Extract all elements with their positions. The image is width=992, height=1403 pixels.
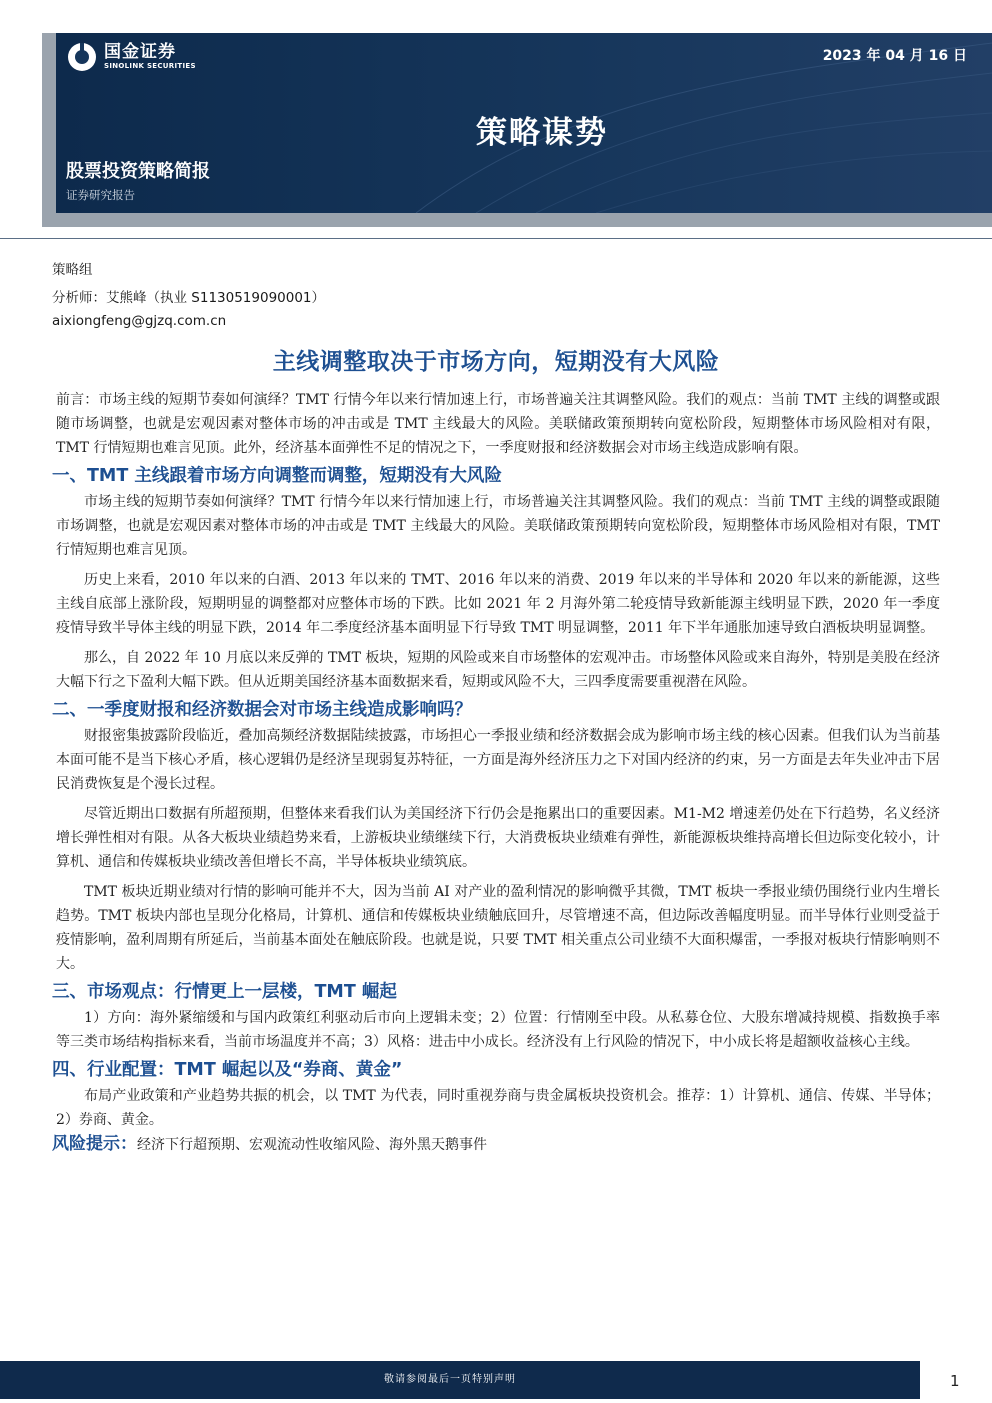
section-2-paragraph: 财报密集披露阶段临近，叠加高频经济数据陆续披露，市场担心一季报业绩和经济数据会成为影响市场主线的核心因素。但我们认为当前基本面可能不是当下核心矛盾，核心逻辑仍是经济呈现弱复苏特征，一方面是海外经济压力之下对国内经济的约束，另一方面是去年失业冲击下居民消费恢复是个漫长过程。 [56, 728, 940, 792]
risk-warning [52, 1132, 940, 1157]
header-divider [0, 238, 992, 239]
analyst-email[interactable]: aixiongfeng@gjzq.com.cn [52, 313, 227, 329]
section-2-paragraph: TMT 板块近期业绩对行情的影响可能并不大，因为当前 AI 对产业的盈利情况的影响微乎其微，TMT 板块一季报业绩仍围绕行业内生增长趋势。TMT 板块内部也呈现分化格局，计算机、通信和传媒板块业绩触底回升，尽管增速不高，但边际改善幅度明显。而半导体行业则受益于疫情影响，盈利周期有所延后，当前基本面处在触底阶段。也就是说，只要 TMT 相关重点公司业绩不大面积爆雷，一季报对板块行情影响则不大。 [56, 884, 940, 972]
section-3-paragraph: 1）方向：海外紧缩缓和与国内政策红利驱动后市向上逻辑未变；2）位置：行情刚至中段。从私募仓位、大股东增减持规模、指数换手率等三类市场结构指标来看，当前市场温度并不高；3）风格：进击中小成长。经济没有上行风险的情况下，中小成长将是超额收益核心主线。 [56, 1010, 940, 1050]
logo-name-en: SINOLINK SECURITIES [104, 62, 196, 70]
section-2-paragraph: 尽管近期出口数据有所超预期，但整体来看我们认为美国经济下行仍会是拖累出口的重要因素。M1-M2 增速差仍处在下行趋势，名义经济增长弹性相对有限。从各大板块业绩趋势来看，上游板块业绩继续下行，大消费板块业绩难有弹性，新能源板块维持高增长但边际变化较小，计算机、通信和传媒板块业绩改善但增长不高，半导体板块业绩筑底。 [56, 806, 940, 870]
section-1-paragraph: 那么，自 2022 年 10 月底以来反弹的 TMT 板块，短期的风险或来自市场整体的宏观冲击。市场整体风险或来自海外，特别是美股在经济大幅下行之下盈利大幅下跌。但从近期美国经济基本面数据来看，短期或风险不大，三四季度需要重视潜在风险。 [56, 650, 940, 690]
section-heading-4: 四、行业配置：TMT 崛起以及“券商、黄金” [52, 1060, 403, 1080]
section-4-paragraph: 布局产业政策和产业趋势共振的机会，以 TMT 为代表，同时重视券商与贵金属板块投资机会。推荐：1）计算机、通信、传媒、半导体；2）券商、黄金。 [56, 1088, 940, 1128]
risk-label: 风险提示： [52, 1134, 137, 1154]
footer-disclaimer: 敬请参阅最后一页特别声明 [384, 1374, 516, 1385]
page-number: 1 [950, 1372, 960, 1390]
team-name: 策略组 [52, 262, 93, 278]
intro-paragraph: 前言：市场主线的短期节奏如何演绎？TMT 行情今年以来行情加速上行，市场普遍关注其调整风险。我们的观点：当前 TMT 主线的调整或跟随市场调整，也就是宏观因素对整体市场的冲击或是 TMT 主线最大的风险。美联储政策预期转向宽松阶段，短期整体市场风险相对有限，TMT 行情短期也难言见顶。此外，经济基本面弹性不足的情况之下，一季度财报和经济数据会对市场主线造成影响有限。 [56, 392, 940, 456]
report-date: 2023 年 04 月 16 日 [822, 48, 967, 64]
column-brand: 策略谋势 [476, 115, 608, 151]
report-header [56, 33, 992, 213]
report-body [52, 388, 940, 1157]
analyst-info: 分析师：艾熊峰（执业 S1130519090001） [52, 290, 326, 306]
section-1-paragraph: 历史上来看，2010 年以来的白酒、2013 年以来的 TMT、2016 年以来的消费、2019 年以来的半导体和 2020 年以来的新能源，这些主线自底部上涨阶段，短期明显的调整都对应整体市场的下跌。比如 2021 年 2 月海外第二轮疫情导致新能源主线明显下跌，2020 年一季度疫情导致半导体主线的明显下跌，2014 年二季度经济基本面明显下行导致 TMT 明显调整，2011 年下半年通胀加速导致白酒板块明显调整。 [56, 572, 940, 636]
section-heading-2: 二、一季度财报和经济数据会对市场主线造成影响吗？ [52, 700, 472, 720]
company-logo [68, 43, 196, 71]
report-type: 股票投资策略简报 [66, 161, 210, 182]
section-heading-1: 一、TMT 主线跟着市场方向调整而调整，短期没有大风险 [52, 466, 502, 486]
section-1-paragraph: 市场主线的短期节奏如何演绎？TMT 行情今年以来行情加速上行，市场普遍关注其调整风险。我们的观点：当前 TMT 主线的调整或跟随市场调整，也就是宏观因素对整体市场的冲击或是 TMT 主线最大的风险。美联储政策预期转向宽松阶段，短期整体市场风险相对有限，TMT 行情短期也难言见顶。 [56, 494, 940, 558]
logo-mark-icon [68, 43, 96, 71]
logo-name-cn: 国金证券 [104, 42, 176, 62]
section-heading-3: 三、市场观点：行情更上一层楼，TMT 崛起 [52, 982, 397, 1002]
report-title: 主线调整取决于市场方向，短期没有大风险 [272, 349, 720, 375]
footer-bar [0, 1361, 920, 1399]
report-subtype: 证券研究报告 [66, 188, 135, 202]
risk-text: 经济下行超预期、宏观流动性收缩风险、海外黑天鹅事件 [137, 1137, 487, 1153]
